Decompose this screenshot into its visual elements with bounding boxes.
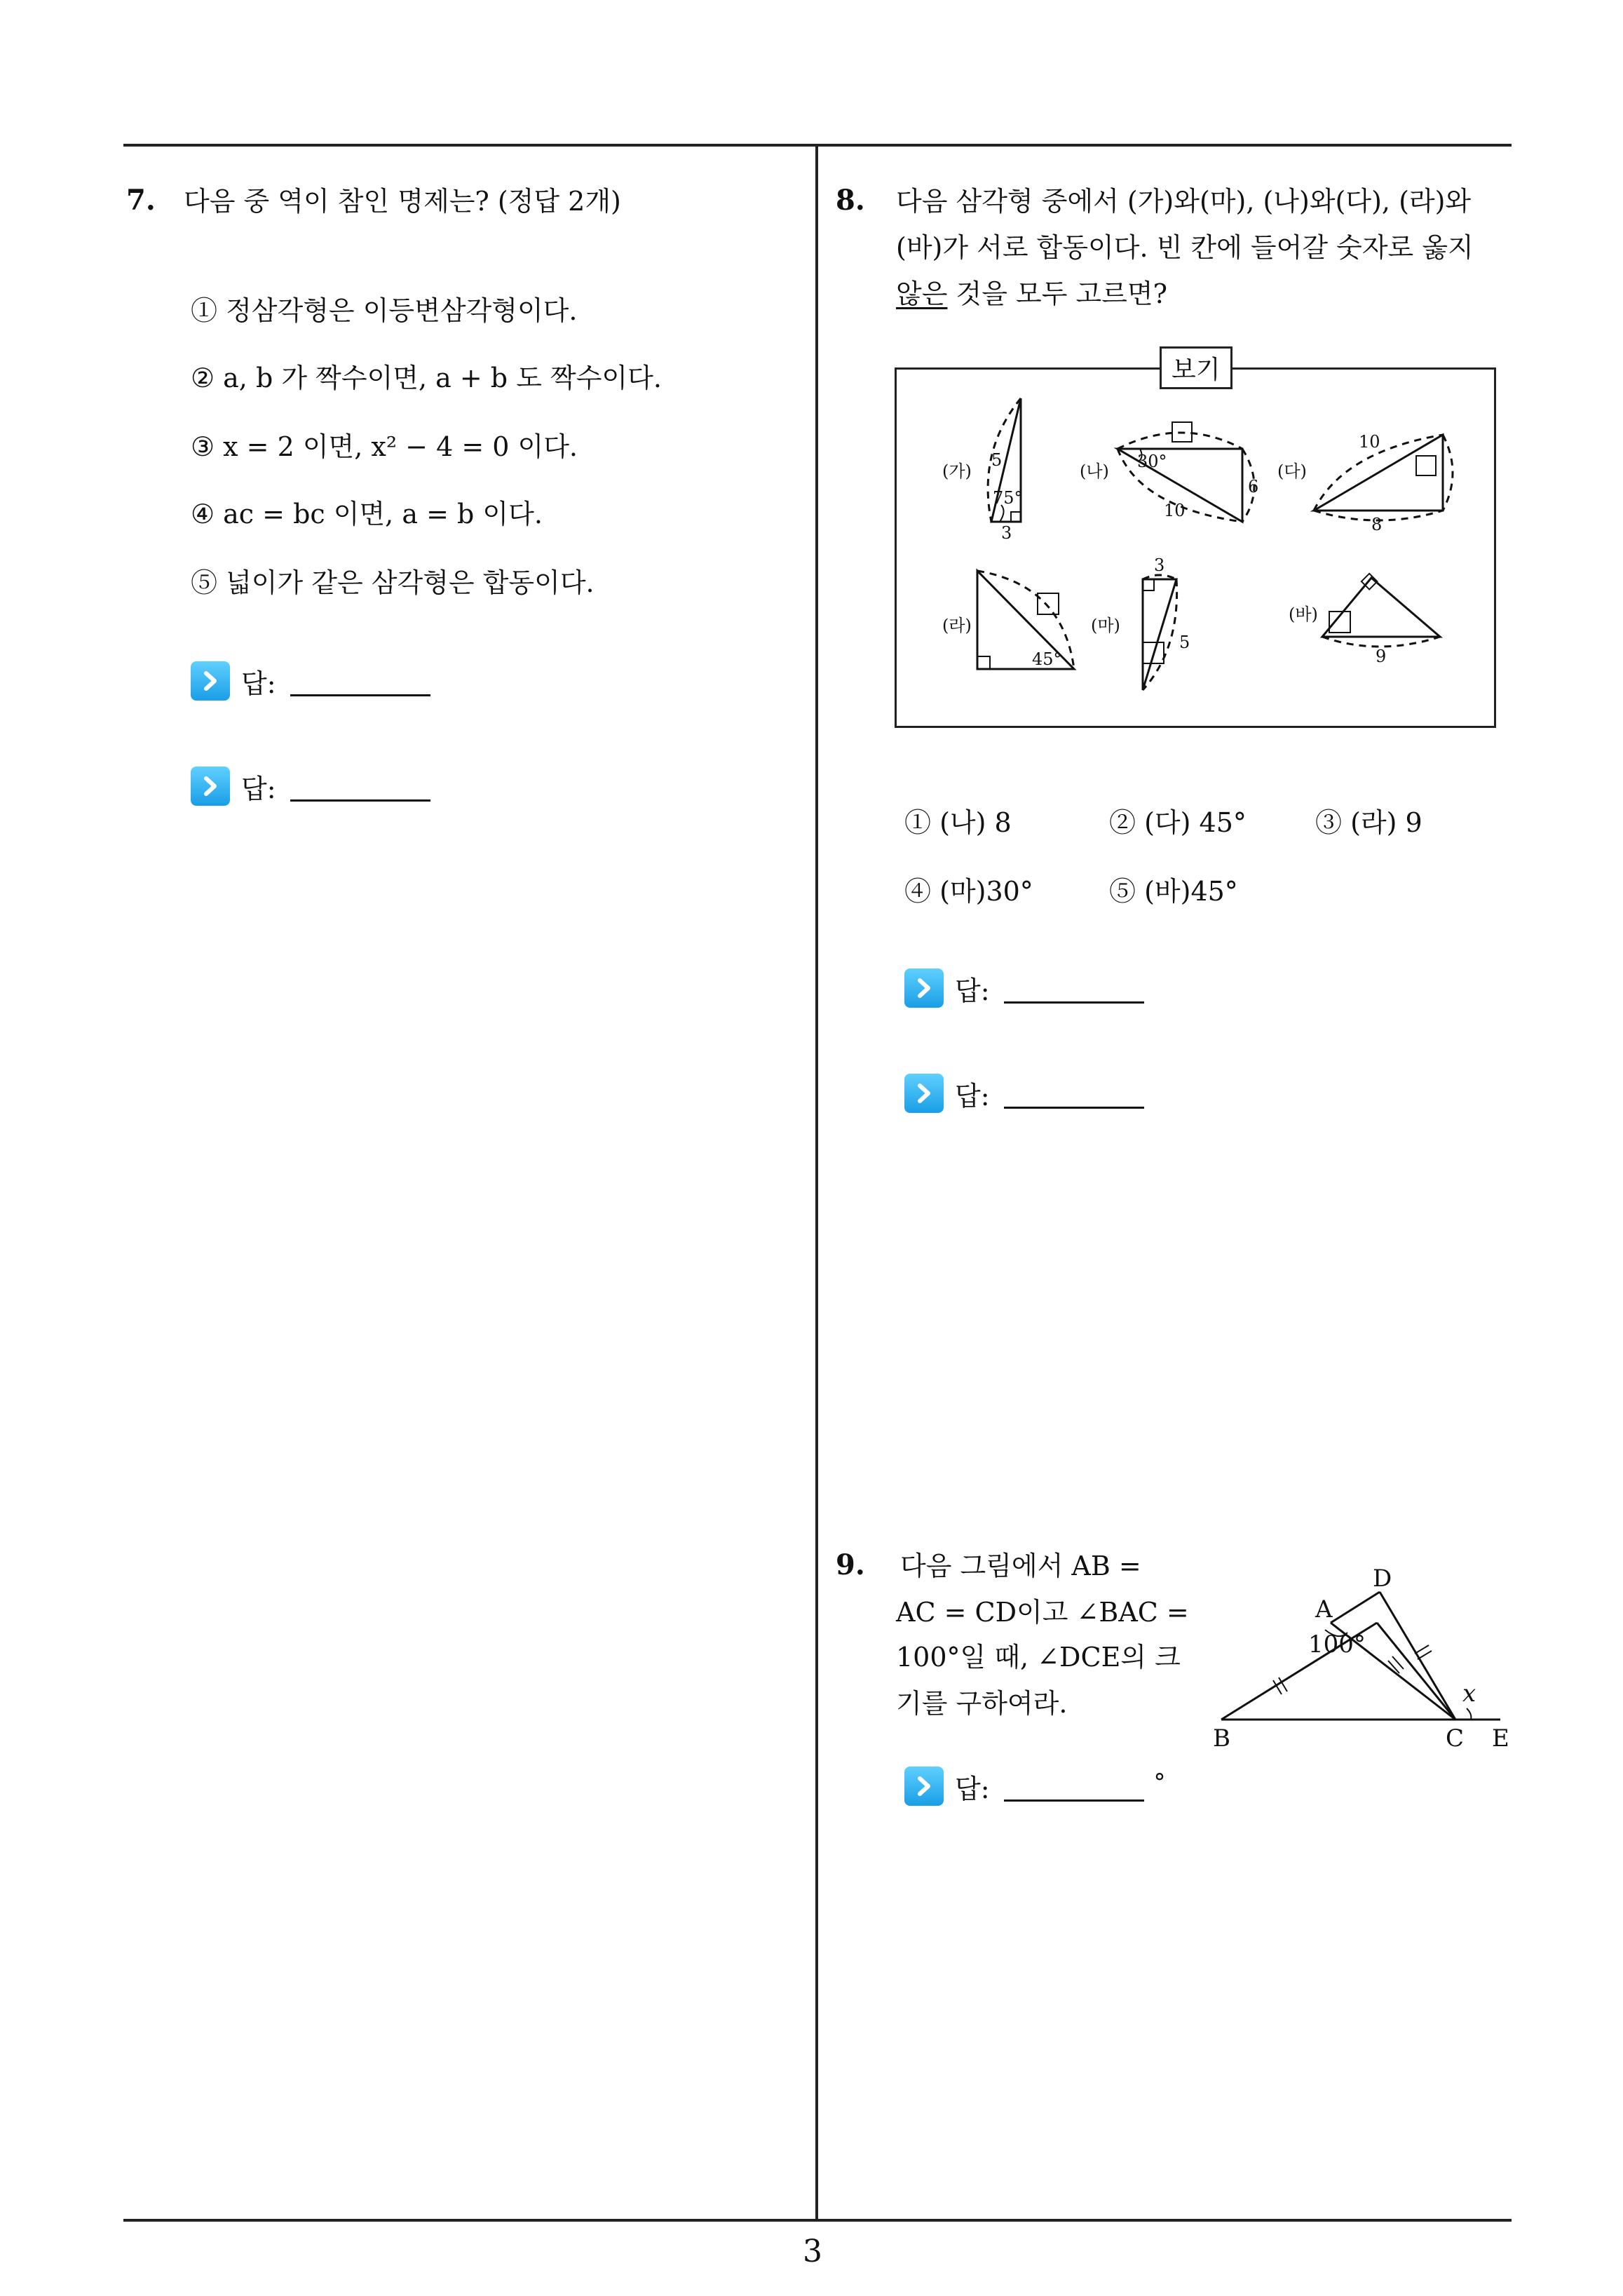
chevron-right-icon xyxy=(904,1074,944,1113)
fig-na-side-right: 6 xyxy=(1248,477,1259,497)
q9-line3: 100°일 때, ∠DCE의 크 xyxy=(896,1642,1181,1673)
fig-da-arc-right xyxy=(1443,435,1453,511)
fig-da-side-top: 10 xyxy=(1359,432,1380,452)
q8-prompt-line1: 다음 삼각형 중에서 (가)와(마), (나)와(다), (라)와 xyxy=(896,186,1472,217)
point-D-label: D xyxy=(1373,1565,1392,1593)
fig-na-angle: 30° xyxy=(1137,452,1167,471)
q7-answer-label-2: 답: xyxy=(241,773,276,804)
angle-100-label: 100° xyxy=(1308,1630,1366,1659)
q7-answer-field-1[interactable] xyxy=(290,694,430,696)
q8-box-title: 보기 xyxy=(1160,346,1232,389)
line-CD-true xyxy=(1380,1592,1455,1720)
q7-choice-1[interactable]: ① 정삼각형은 이등변삼각형이다. xyxy=(191,295,578,326)
q8-choice-1[interactable]: ① (나) 8 xyxy=(904,807,1012,838)
page-number: 3 xyxy=(803,2234,822,2269)
chevron-right-icon xyxy=(191,661,230,701)
angle-x-label: x xyxy=(1462,1680,1476,1708)
fig-ba-side-bottom: 9 xyxy=(1376,647,1387,666)
fig-ra-angle: 45° xyxy=(1032,649,1062,669)
q9-line2: AC = CD이고 ∠BAC = xyxy=(896,1597,1189,1628)
q9-answer-unit: ° xyxy=(1153,1769,1166,1797)
fig-da-side-bottom: 8 xyxy=(1371,515,1383,534)
q8-choice-5[interactable]: ⑤ (바)45° xyxy=(1109,876,1238,907)
q9-figure xyxy=(1192,1543,1521,1767)
fig-ra-label: (라) xyxy=(942,616,972,635)
q8-prompt-underlined: 않은 xyxy=(896,278,948,309)
fig-ga-side: 5 xyxy=(991,450,1003,470)
q7-number: 7. xyxy=(126,184,156,217)
q8-answer-1 xyxy=(904,964,1144,1013)
q8-answer-2 xyxy=(904,1069,1144,1118)
q9-number: 9. xyxy=(836,1548,865,1581)
q8-choice-2[interactable]: ② (다) 45° xyxy=(1109,807,1247,838)
line-BD-ext xyxy=(1331,1592,1380,1623)
q9-answer xyxy=(904,1762,1166,1811)
q8-answer-label-1: 답: xyxy=(955,975,990,1006)
fig-ma-side-right: 5 xyxy=(1179,633,1190,652)
q8-figures xyxy=(895,367,1496,728)
point-E-label: E xyxy=(1492,1724,1509,1753)
q7-answer-2 xyxy=(191,762,430,811)
fig-ma-side-top: 3 xyxy=(1154,555,1165,575)
fig-ga-label: (가) xyxy=(942,461,972,481)
chevron-right-icon xyxy=(904,968,944,1008)
fig-ba-triangle xyxy=(1322,578,1440,637)
q8-answer-label-2: 답: xyxy=(955,1080,990,1112)
q7-choice-3[interactable]: ③ x = 2 이면, x² − 4 = 0 이다. xyxy=(191,431,578,462)
q7-choice-2[interactable]: ② a, b 가 짝수이면, a + b 도 짝수이다. xyxy=(191,363,662,393)
q7-choice-4[interactable]: ④ ac = bc 이면, a = b 이다. xyxy=(191,499,543,529)
fig-ga-angle: 75° xyxy=(993,488,1023,508)
fig-ma-label: (마) xyxy=(1091,616,1120,635)
q8-prompt-line3 xyxy=(896,271,1167,317)
q8-answer-field-2[interactable] xyxy=(1004,1107,1144,1109)
q8-choice-3[interactable]: ③ (라) 9 xyxy=(1315,807,1422,838)
chevron-right-icon xyxy=(191,767,230,806)
fig-na-side-bottom: 10 xyxy=(1164,501,1186,520)
q9-answer-label: 답: xyxy=(955,1773,990,1804)
q7-answer-field-2[interactable] xyxy=(290,799,430,802)
q8-answer-field-1[interactable] xyxy=(1004,1001,1144,1004)
q9-answer-field[interactable] xyxy=(1004,1799,1144,1802)
chevron-right-icon xyxy=(904,1767,944,1806)
q8-number: 8. xyxy=(836,184,865,217)
fig-na-label: (나) xyxy=(1080,461,1109,481)
fig-na-arc-top xyxy=(1118,433,1242,449)
fig-ba-arc xyxy=(1322,637,1440,647)
column-divider xyxy=(815,144,818,2220)
q7-answer-1 xyxy=(191,656,430,705)
bottom-rule xyxy=(123,2219,1512,2222)
fig-da-label: (다) xyxy=(1277,461,1307,481)
q9-line1: 다음 그림에서 AB = xyxy=(900,1551,1141,1581)
line-CD xyxy=(1377,1623,1455,1720)
q7-prompt: 다음 중 역이 참인 명제는? (정답 2개) xyxy=(184,186,621,217)
point-B-label: B xyxy=(1213,1724,1230,1753)
q9-line4: 기를 구하여라. xyxy=(896,1688,1068,1719)
fig-ga-bottom: 3 xyxy=(1001,523,1012,543)
q7-choice-5[interactable]: ⑤ 넓이가 같은 삼각형은 합동이다. xyxy=(191,567,595,598)
q8-prompt-line2: (바)가 서로 합동이다. 빈 칸에 들어갈 숫자로 옳지 xyxy=(896,232,1474,263)
q7-answer-label-1: 답: xyxy=(241,668,276,699)
point-A-label: A xyxy=(1315,1595,1333,1623)
point-C-label: C xyxy=(1446,1724,1465,1753)
q8-choice-4[interactable]: ④ (마)30° xyxy=(904,876,1033,907)
fig-ba-label: (바) xyxy=(1289,605,1318,624)
q8-prompt-rest: 것을 모두 고르면? xyxy=(947,278,1167,309)
